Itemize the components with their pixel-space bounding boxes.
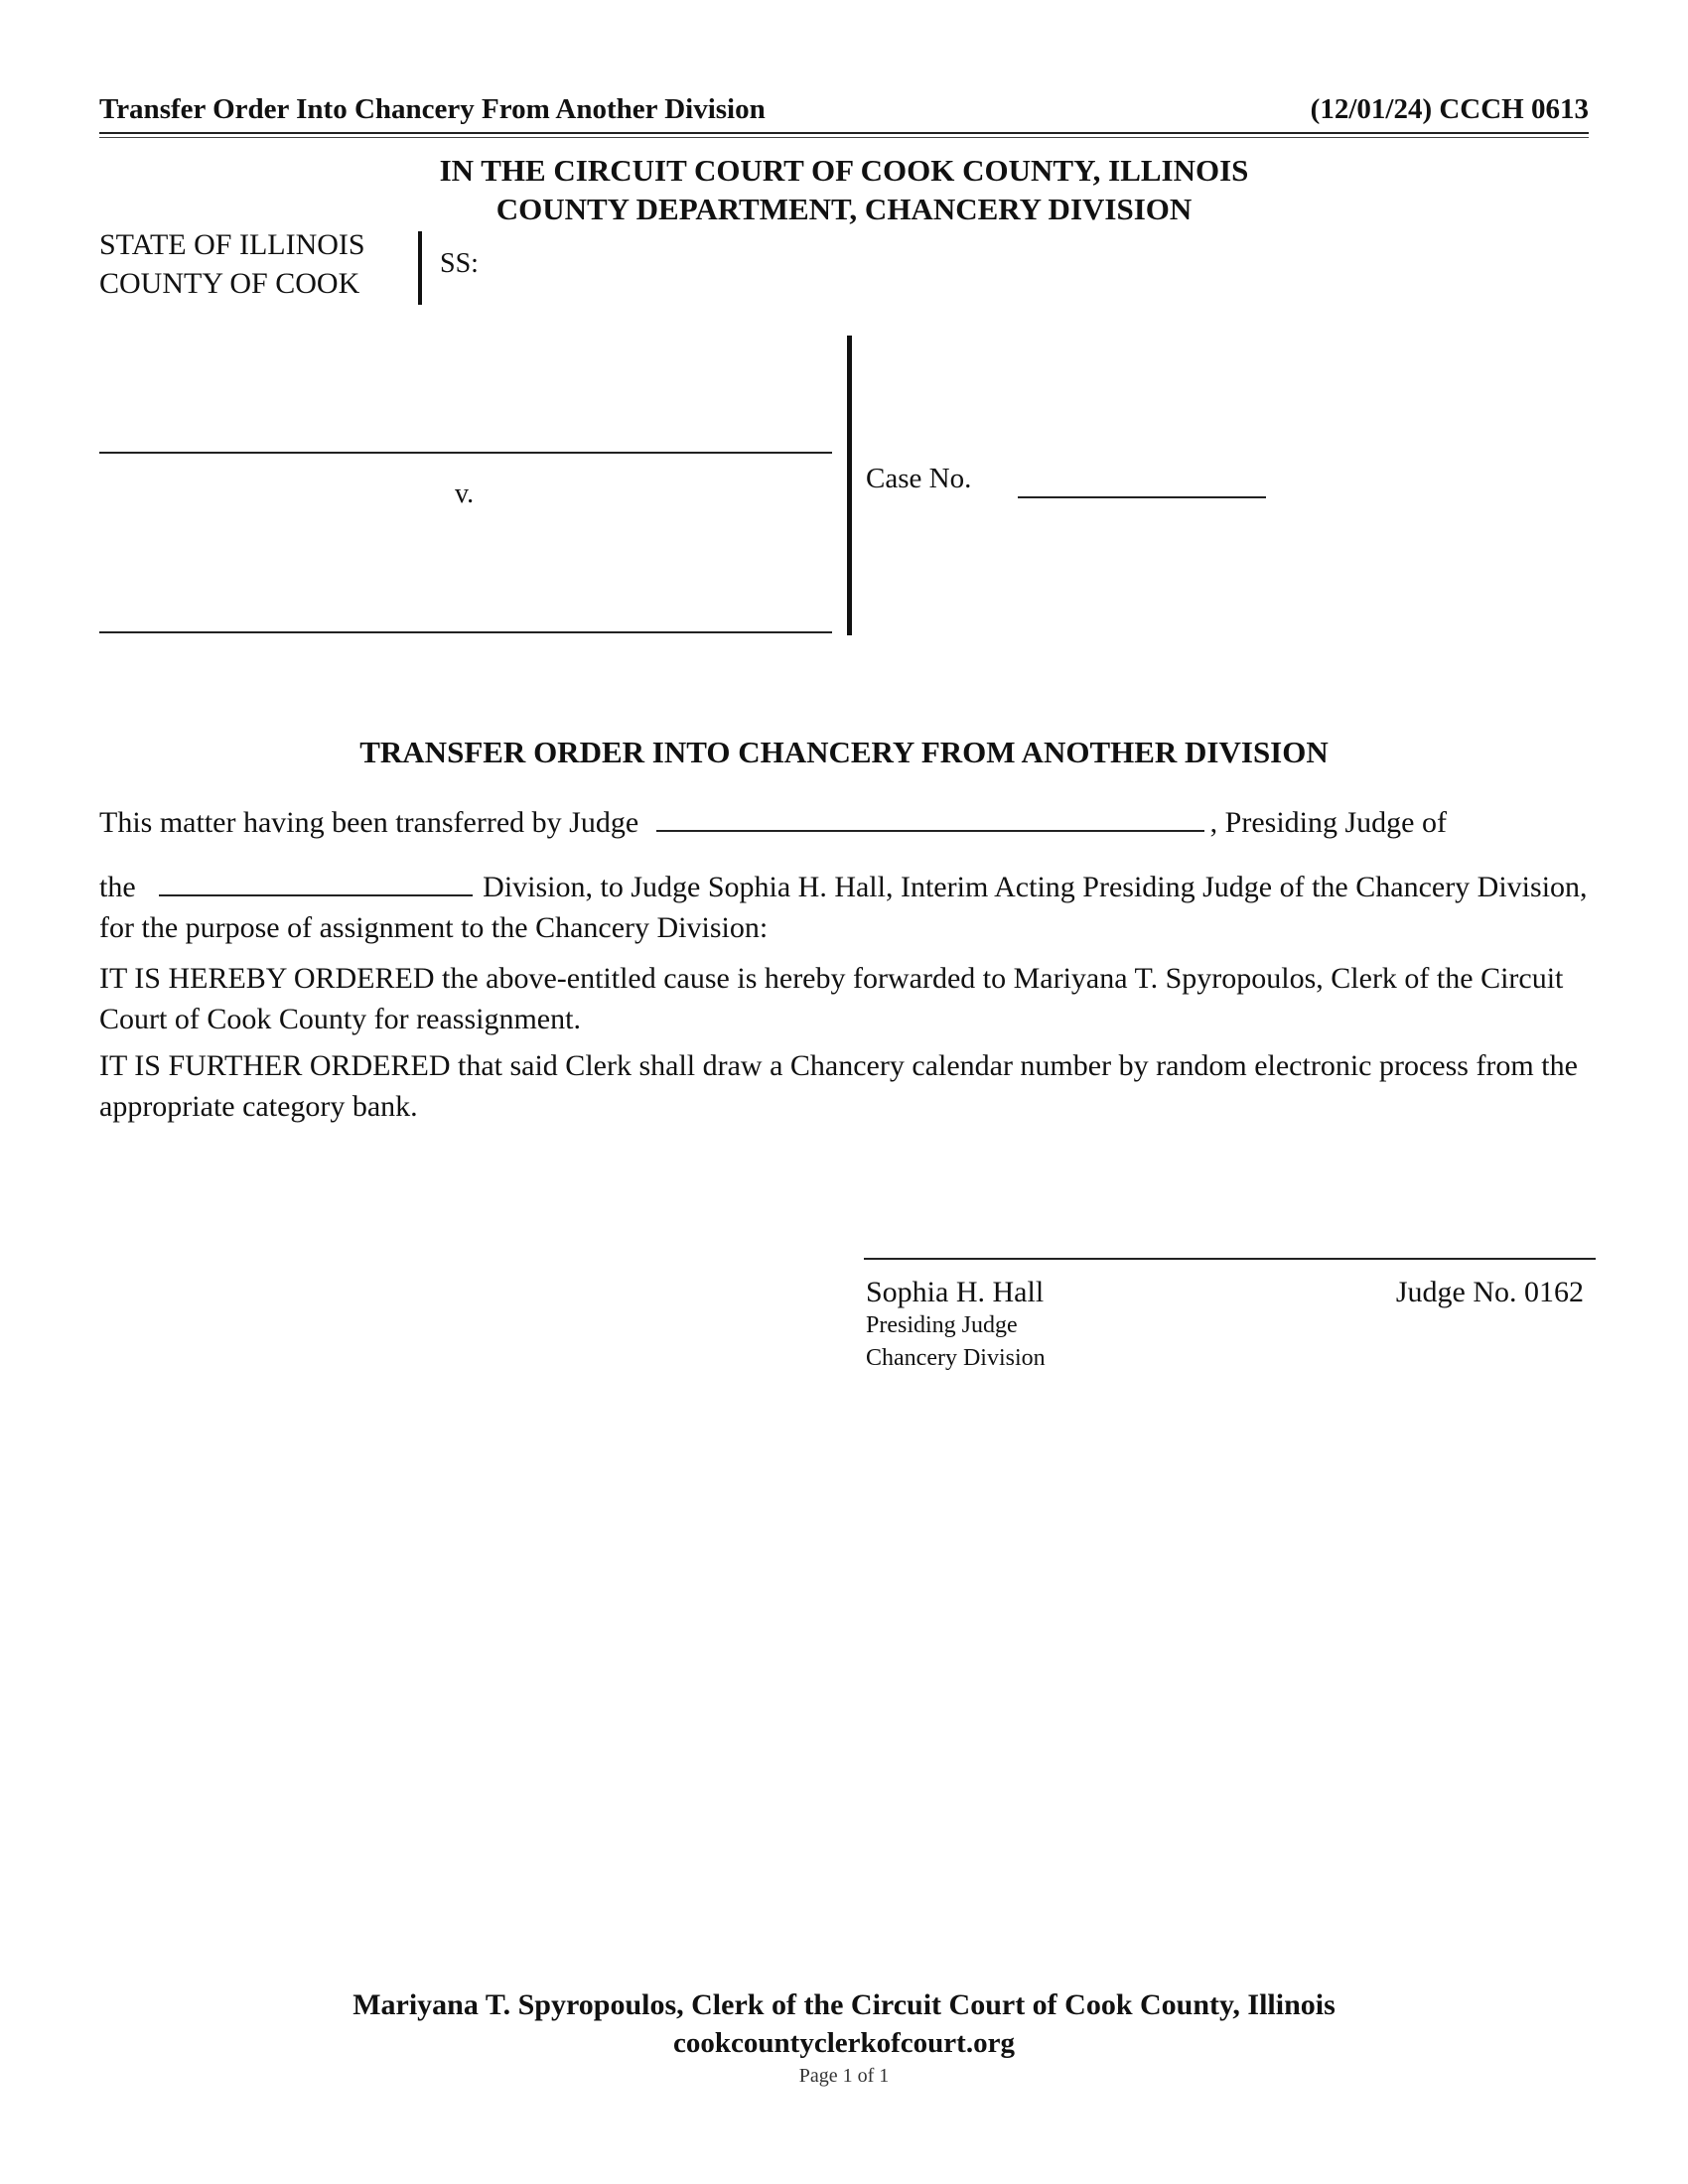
order-paragraph-2 [99,867,1589,948]
signer-division: Chancery Division [866,1345,1046,1371]
footer-url[interactable]: cookcountyclerkofcourt.org [673,2027,1015,2059]
signer-name: Sophia H. Hall [866,1276,1045,1308]
court-name: IN THE CIRCUIT COURT OF COOK COUNTY, ILLINOIS [439,153,1249,188]
header-rule [99,132,1589,134]
venue-bracket [418,231,422,305]
header-rule-thin [99,137,1589,138]
order-paragraph-3: IT IS HEREBY ORDERED the above-entitled cause is hereby forwarded to Mariyana T. Spyropoulos, Clerk of the Circuit Court of Cook County for reassignment. [99,962,1564,1035]
paragraph-1-end: , Presiding Judge of [1209,806,1447,839]
order-paragraph-4: IT IS FURTHER ORDERED that said Clerk shall draw a Chancery calendar number by random electronic process from the appropriate category bank. [99,1049,1578,1123]
transferring-judge-field[interactable] [656,804,1204,832]
plaintiff-line[interactable] [99,452,832,454]
case-number-label: Case No. [866,463,972,494]
page-number: Page 1 of 1 [798,2065,890,2087]
court-department: COUNTY DEPARTMENT, CHANCERY DIVISION [495,192,1193,226]
footer-clerk: Mariyana T. Spyropoulos, Clerk of the Circuit Court of Cook County, Illinois [352,1988,1336,2021]
defendant-line[interactable] [99,631,832,633]
ss-label: SS: [440,248,479,279]
versus-label: v. [455,478,475,509]
signer-title: Presiding Judge [866,1312,1018,1338]
judge-number: Judge No. 0162 [1395,1276,1584,1308]
venue-state: STATE OF ILLINOIS [99,228,365,261]
case-number-field[interactable] [1018,496,1266,498]
form-code: (12/01/24) CCCH 0613 [1310,93,1589,125]
signature-line[interactable] [864,1258,1596,1260]
order-paragraph-1 [99,802,1589,843]
form-title: Transfer Order Into Chancery From Another Division [99,93,766,125]
paragraph-2-start: the [99,871,136,903]
paragraph-1-start: This matter having been transferred by Judge [99,806,639,839]
caption-divider [847,336,852,635]
division-field[interactable] [159,869,473,896]
venue-county: COUNTY OF COOK [99,267,360,300]
order-title: TRANSFER ORDER INTO CHANCERY FROM ANOTHER DIVISION [359,735,1329,769]
paragraph-2-rest: Division, to Judge Sophia H. Hall, Interim Acting Presiding Judge of the Chancery Division, for the purpose of assignment to the Chancery Division: [99,871,1588,944]
